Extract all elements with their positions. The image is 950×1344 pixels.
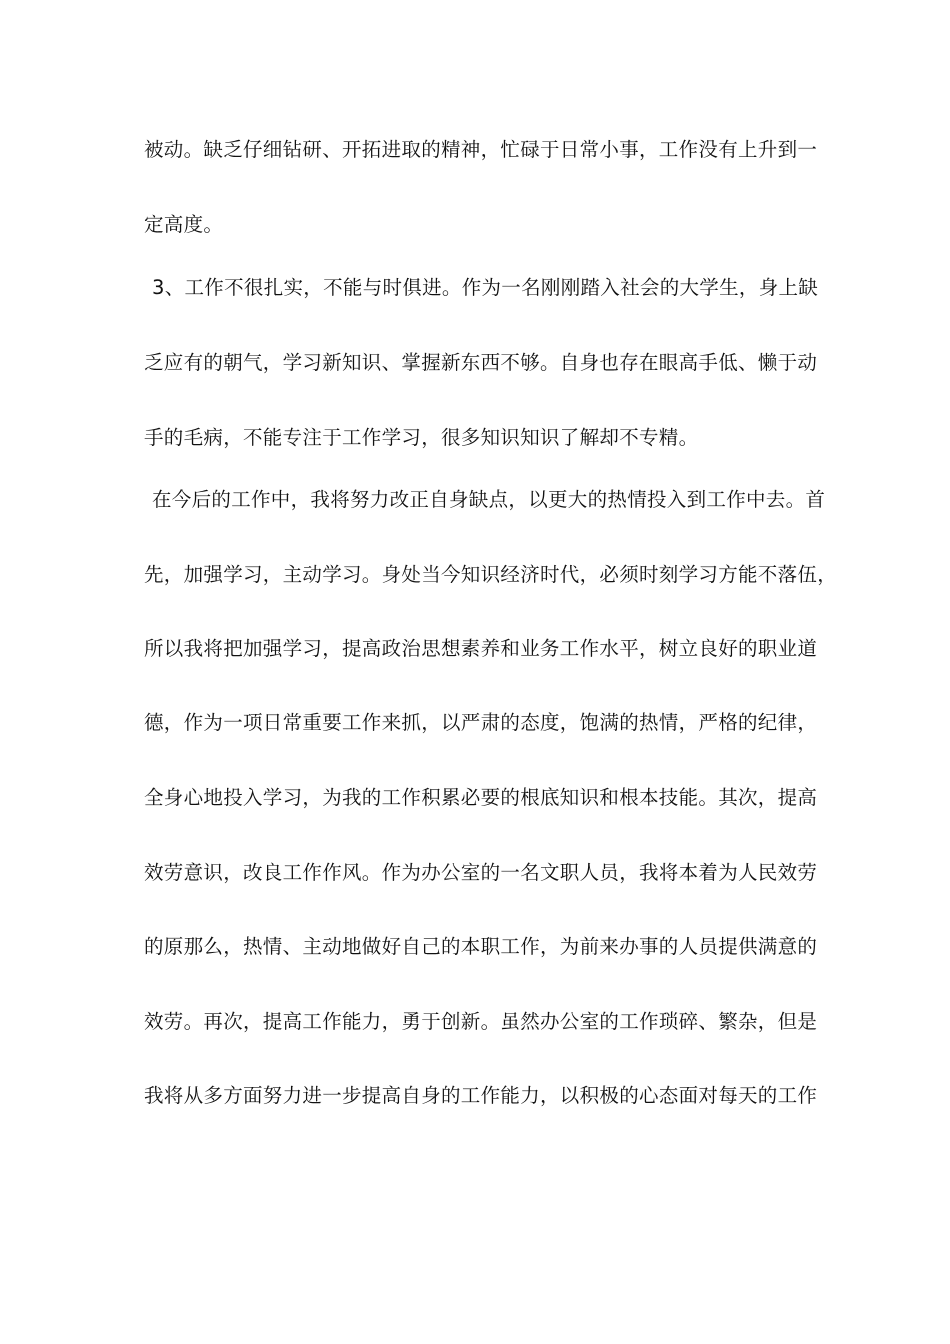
text-line-11: 效劳意识，改良工作作风。作为办公室的一名文职人员，我将本着为人民效劳	[144, 861, 818, 884]
text-line-10: 全身心地投入学习，为我的工作积累必要的根底知识和根本技能。其次，提高	[144, 786, 818, 809]
text-line-5: 手的毛病，不能专注于工作学习，很多知识知识了解却不专精。	[144, 426, 699, 449]
text-line-7: 先，加强学习，主动学习。身处当今知识经济时代，必须时刻学习方能不落伍，	[144, 563, 838, 586]
text-line-3: 3、工作不很扎实，不能与时俱进。作为一名刚刚踏入社会的大学生，身上缺	[152, 276, 819, 299]
text-line-6: 在今后的工作中，我将努力改正自身缺点，以更大的热情投入到工作中去。首	[152, 488, 826, 511]
text-line-12: 的原那么，热情、主动地做好自己的本职工作，为前来办事的人员提供满意的	[144, 935, 818, 958]
text-line-14: 我将从多方面努力进一步提高自身的工作能力，以积极的心态面对每天的工作	[144, 1084, 818, 1107]
text-line-9: 德，作为一项日常重要工作来抓，以严肃的态度，饱满的热情，严格的纪律，	[144, 711, 818, 734]
text-line-2: 定高度。	[144, 213, 224, 236]
text-line-1: 被动。缺乏仔细钻研、开拓进取的精神，忙碌于日常小事，工作没有上升到一	[144, 138, 818, 161]
text-line-4: 乏应有的朝气，学习新知识、掌握新东西不够。自身也存在眼高手低、懒于动	[144, 351, 818, 374]
text-line-13: 效劳。再次，提高工作能力，勇于创新。虽然办公室的工作琐碎、繁杂，但是	[144, 1010, 818, 1033]
text-line-8: 所以我将把加强学习，提高政治思想素养和业务工作水平，树立良好的职业道	[144, 637, 818, 660]
